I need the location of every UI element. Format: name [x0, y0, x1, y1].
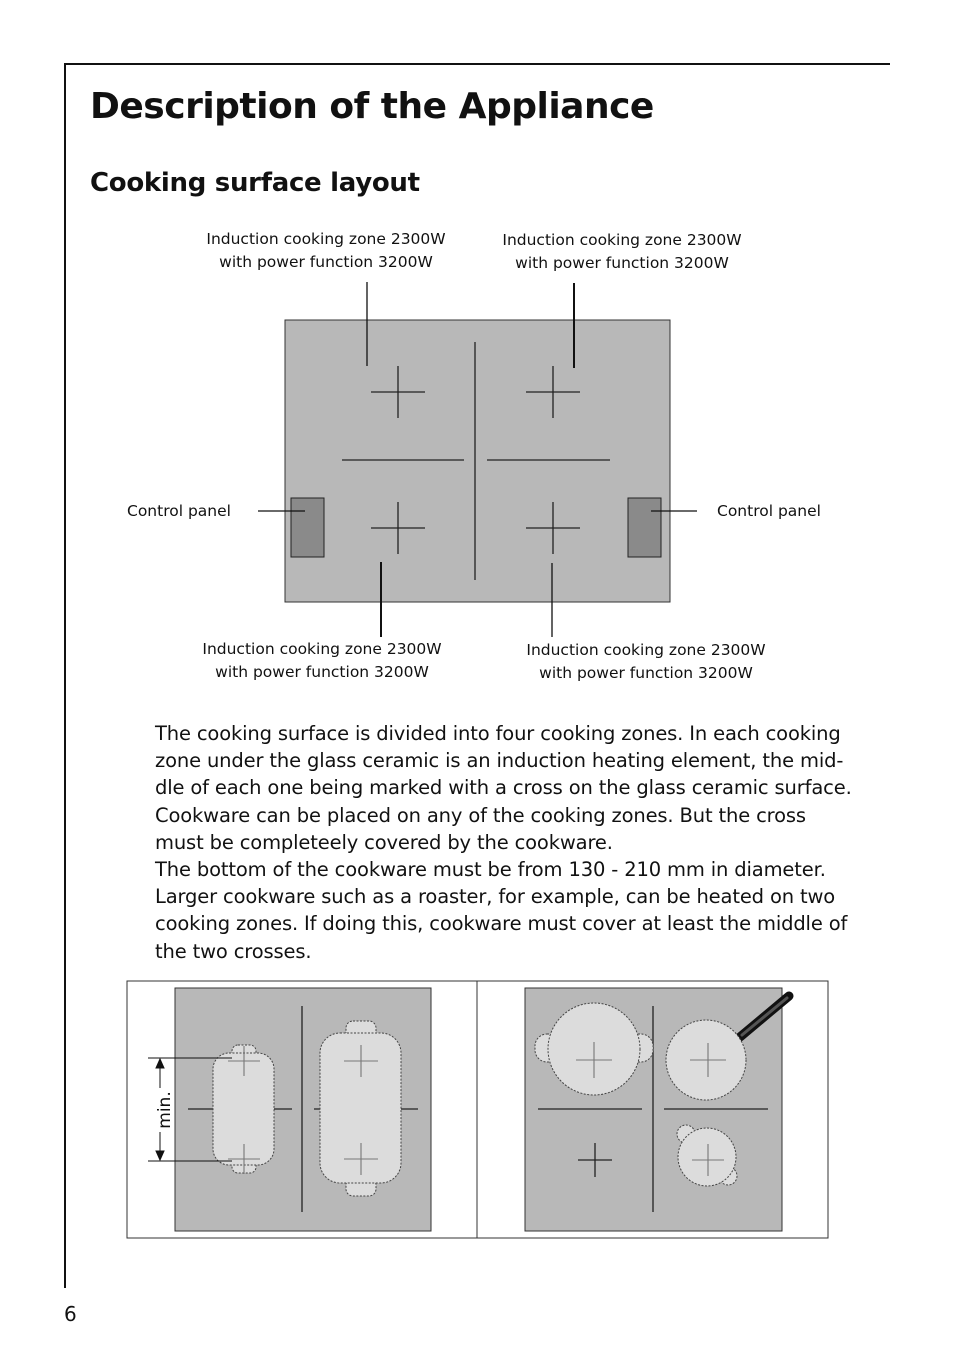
body-line: must be completeely covered by the cookware. [155, 830, 613, 854]
example-roasters [148, 988, 431, 1231]
section-title: Cooking surface layout [90, 168, 420, 198]
zone-label-line2: with power function 3200W [515, 254, 729, 272]
hob-surface [285, 320, 670, 602]
body-line: The cooking surface is divided into four cooking zones. In each cooking [155, 722, 841, 745]
control-panel-left [291, 498, 324, 557]
control-panel-label-right: Control panel [717, 502, 821, 520]
zone-label-top-right [492, 229, 752, 275]
page-number: 6 [64, 1302, 77, 1326]
control-panel-label-left: Control panel [127, 502, 231, 520]
body-line: dle of each one being marked with a cross on the glass ceramic surface. [155, 776, 852, 800]
zone-label-line1: Induction cooking zone 2300W [526, 641, 766, 659]
zone-label-top-left [196, 228, 456, 274]
zone-label-line1: Induction cooking zone 2300W [202, 640, 442, 658]
body-line: Cookware can be placed on any of the cooking zones. But the cross [155, 803, 806, 827]
zone-label-line2: with power function 3200W [539, 664, 753, 682]
zone-label-line1: Induction cooking zone 2300W [206, 230, 446, 248]
description-paragraph [155, 720, 875, 965]
body-line: cooking zones. If doing this, cookware must cover at least the middle of [155, 912, 848, 936]
body-line: zone under the glass ceramic is an induction heating element, the mid- [155, 749, 844, 773]
zone-label-bottom-right [516, 639, 776, 685]
body-line: Larger cookware such as a roaster, for example, can be heated on two [155, 885, 836, 909]
example-pots [525, 988, 789, 1231]
zone-label-line1: Induction cooking zone 2300W [502, 231, 742, 249]
body-line: the two crosses. [155, 939, 312, 963]
min-label: min. [155, 1091, 175, 1129]
zone-label-line2: with power function 3200W [215, 663, 429, 681]
page-title: Description of the Appliance [90, 86, 654, 127]
zone-label-bottom-left [192, 638, 452, 684]
control-panel-right [628, 498, 661, 557]
zone-label-line2: with power function 3200W [219, 253, 433, 271]
body-line: The bottom of the cookware must be from 130 - 210 mm in diameter. [155, 858, 826, 882]
